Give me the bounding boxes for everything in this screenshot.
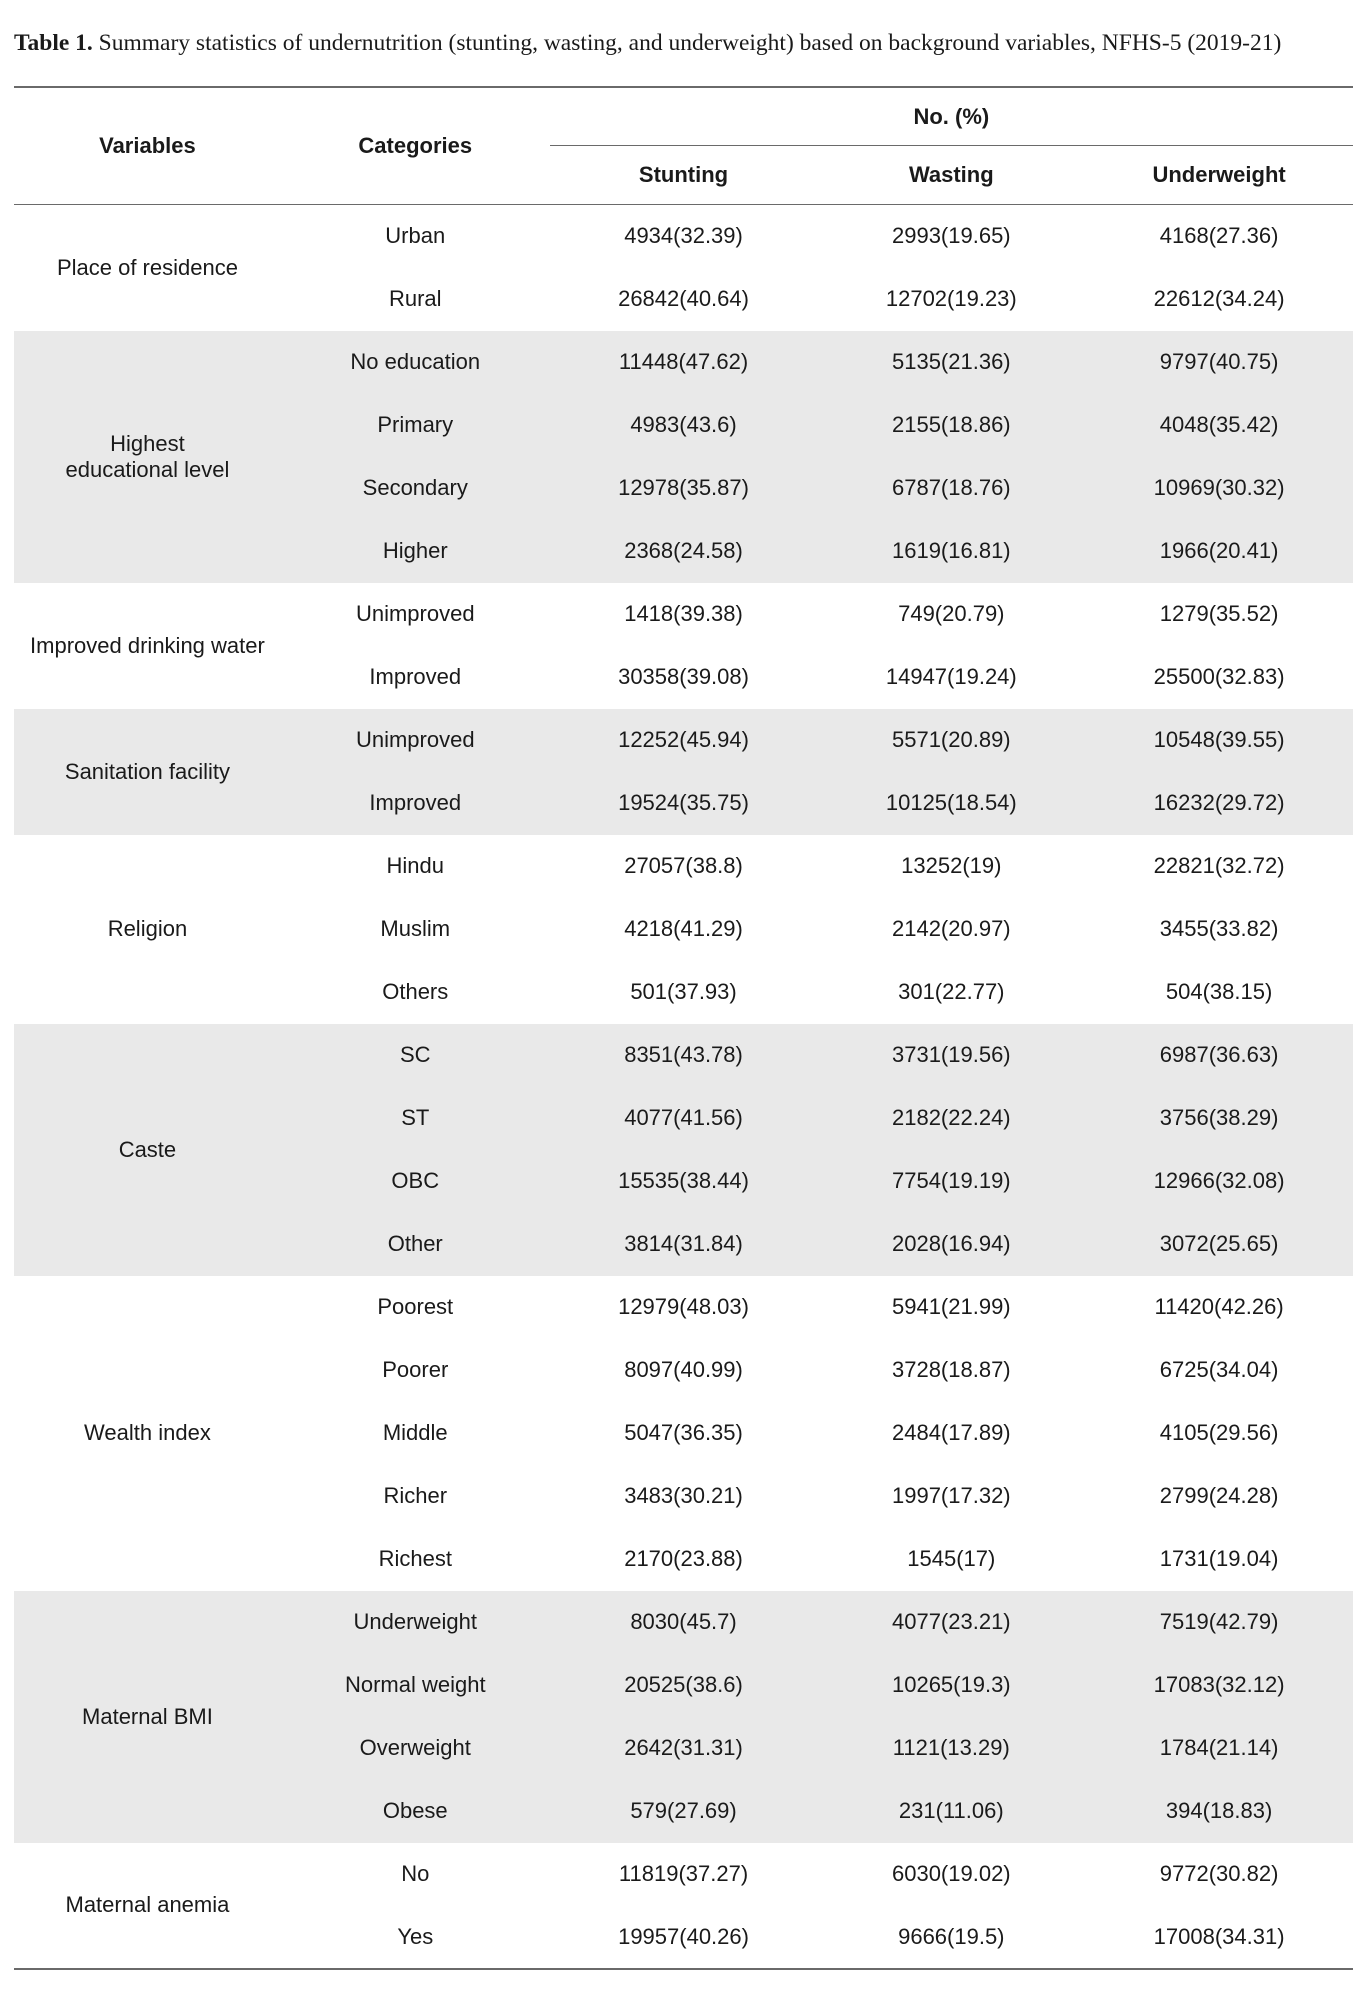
table-row: [14, 1591, 1353, 1654]
underweight-cell: 22612(34.24): [1153, 286, 1285, 311]
table-row: [14, 1843, 1353, 1906]
variable-cell: Highest educational level: [14, 331, 281, 583]
stunting-cell: 12978(35.87): [550, 457, 818, 520]
table-group: [14, 1591, 1353, 1843]
variable-cell: Maternal anemia: [65, 1892, 230, 1917]
table-row: [14, 709, 1353, 772]
wasting-cell: 6030(19.02): [891, 1861, 1011, 1886]
stunting-cell: 30358(39.08): [618, 664, 749, 689]
underweight-cell: 4168(27.36): [1159, 223, 1279, 249]
stunting-cell: 2170(23.88): [624, 1546, 743, 1571]
stunting-cell: 501(37.93): [630, 979, 737, 1004]
variable-cell: Maternal BMI: [14, 1591, 281, 1843]
category-cell: Urban: [385, 223, 446, 249]
underweight-cell: 9797(40.75): [1085, 331, 1353, 394]
wasting-cell: 6787(18.76): [817, 457, 1085, 520]
variable-cell: Caste: [14, 1024, 281, 1276]
wasting-cell: 10265(19.3): [817, 1654, 1085, 1717]
table-group: [14, 709, 1353, 835]
category-cell: Rural: [388, 286, 442, 311]
category-cell: Yes: [397, 1923, 434, 1949]
underweight-cell: 3455(33.82): [1159, 916, 1279, 941]
stunting-cell: 12252(45.94): [550, 709, 818, 772]
category-cell: Poorer: [382, 1357, 449, 1382]
category-cell: Underweight: [281, 1591, 550, 1654]
stunting-cell: 8097(40.99): [624, 1357, 743, 1382]
table-row: [14, 835, 1353, 898]
table-caption: [14, 30, 1359, 57]
wasting-cell: 12702(19.23): [885, 286, 1017, 311]
underweight-cell: 4048(35.42): [1085, 394, 1353, 457]
variable-cell: Place of residence: [56, 254, 238, 280]
header-wasting: Wasting: [817, 146, 1085, 205]
wasting-cell: 1545(17): [907, 1546, 996, 1571]
wasting-cell: 14947(19.24): [885, 664, 1017, 689]
variable-cell: Religion: [107, 916, 188, 941]
stunting-cell: 15535(38.44): [550, 1150, 818, 1213]
table-caption-text: Summary statistics of undernutrition (stunting, wasting, and underweight) based on background variables, NFHS-5 (2019-21): [98, 30, 1282, 56]
wasting-cell: 2142(20.97): [891, 916, 1011, 941]
wasting-cell: 2993(19.65): [891, 223, 1011, 249]
category-cell: Obese: [281, 1780, 550, 1843]
underweight-cell: 1784(21.14): [1085, 1717, 1353, 1780]
underweight-cell: 12966(32.08): [1085, 1150, 1353, 1213]
stunting-cell: 3483(30.21): [624, 1483, 743, 1508]
category-cell: No education: [281, 331, 550, 394]
underweight-cell: 3756(38.29): [1085, 1087, 1353, 1150]
category-cell: Primary: [281, 394, 550, 457]
table-header: [14, 87, 1353, 205]
category-cell: OBC: [281, 1150, 550, 1213]
variable-cell: Sanitation facility: [14, 709, 281, 835]
stunting-cell: 11819(37.27): [618, 1861, 749, 1886]
table-group: [14, 1843, 1353, 1969]
table-row: [14, 331, 1353, 394]
category-cell: Middle: [382, 1420, 448, 1445]
underweight-cell: 1279(35.52): [1159, 601, 1279, 626]
category-cell: Hindu: [386, 853, 444, 878]
table-row: [14, 1024, 1353, 1087]
stunting-cell: 26842(40.64): [618, 286, 749, 311]
category-cell: Overweight: [281, 1717, 550, 1780]
category-cell: Richer: [383, 1483, 448, 1508]
table-group: [14, 205, 1353, 331]
stunting-cell: 579(27.69): [550, 1780, 818, 1843]
category-cell: Poorest: [377, 1294, 454, 1319]
header-stunting: Stunting: [550, 146, 818, 205]
wasting-cell: 13252(19): [901, 853, 1002, 878]
category-cell: Others: [382, 979, 449, 1004]
underweight-cell: 7519(42.79): [1085, 1591, 1353, 1654]
table-group: [14, 1276, 1353, 1591]
table-row: [14, 1276, 1353, 1339]
stunting-cell: 4934(32.39): [624, 223, 743, 249]
summary-table: [14, 86, 1353, 1970]
wasting-cell: 5941(21.99): [891, 1294, 1011, 1319]
wasting-cell: 10125(18.54): [817, 772, 1085, 835]
wasting-cell: 7754(19.19): [817, 1150, 1085, 1213]
wasting-cell: 301(22.77): [898, 979, 1005, 1004]
underweight-cell: 3072(25.65): [1085, 1213, 1353, 1276]
table-group: [14, 835, 1353, 1024]
underweight-cell: 394(18.83): [1085, 1780, 1353, 1843]
category-cell: Unimproved: [355, 601, 475, 626]
wasting-cell: 3728(18.87): [891, 1357, 1011, 1382]
underweight-cell: 17083(32.12): [1085, 1654, 1353, 1717]
header-categories: Categories: [358, 133, 473, 158]
underweight-cell: 4105(29.56): [1159, 1420, 1279, 1445]
category-cell: No: [401, 1861, 430, 1886]
wasting-cell: 4077(23.21): [817, 1591, 1085, 1654]
underweight-cell: 11420(42.26): [1154, 1294, 1284, 1319]
header-underweight: Underweight: [1085, 146, 1353, 205]
table-caption-label: Table 1.: [14, 30, 93, 56]
stunting-cell: 8030(45.7): [550, 1591, 818, 1654]
underweight-cell: 25500(32.83): [1153, 664, 1285, 689]
category-cell: Muslim: [380, 916, 451, 941]
stunting-cell: 4983(43.6): [550, 394, 818, 457]
wasting-cell: 1121(13.29): [817, 1717, 1085, 1780]
table-group: [14, 331, 1353, 583]
wasting-cell: 749(20.79): [898, 601, 1005, 626]
underweight-cell: 6725(34.04): [1159, 1357, 1279, 1382]
underweight-cell: 6987(36.63): [1085, 1024, 1353, 1087]
stunting-cell: 8351(43.78): [550, 1024, 818, 1087]
stunting-cell: 4077(41.56): [550, 1087, 818, 1150]
wasting-cell: 5135(21.36): [817, 331, 1085, 394]
wasting-cell: 1997(17.32): [891, 1483, 1011, 1508]
stunting-cell: 5047(36.35): [624, 1420, 743, 1445]
underweight-cell: 1966(20.41): [1085, 520, 1353, 583]
variable-cell: Wealth index: [84, 1420, 211, 1445]
stunting-cell: 4218(41.29): [624, 916, 743, 941]
wasting-cell: 231(11.06): [817, 1780, 1085, 1843]
table-row: [14, 205, 1353, 268]
header-variables: Variables: [99, 133, 196, 158]
stunting-cell: 3814(31.84): [550, 1213, 818, 1276]
wasting-cell: 1619(16.81): [817, 520, 1085, 583]
stunting-cell: 27057(38.8): [624, 853, 743, 878]
category-cell: SC: [281, 1024, 550, 1087]
wasting-cell: 2484(17.89): [891, 1420, 1011, 1445]
stunting-cell: 19524(35.75): [550, 772, 818, 835]
underweight-cell: 17008(34.31): [1153, 1923, 1285, 1949]
category-cell: ST: [281, 1087, 550, 1150]
category-cell: Normal weight: [281, 1654, 550, 1717]
stunting-cell: 20525(38.6): [550, 1654, 818, 1717]
category-cell: Improved: [369, 664, 462, 689]
wasting-cell: 2182(22.24): [817, 1087, 1085, 1150]
category-cell: Improved: [281, 772, 550, 835]
table-row: [14, 583, 1353, 646]
wasting-cell: 2028(16.94): [817, 1213, 1085, 1276]
table-group: [14, 583, 1353, 709]
underweight-cell: 2799(24.28): [1159, 1483, 1279, 1508]
stunting-cell: 2642(31.31): [550, 1717, 818, 1780]
stunting-cell: 1418(39.38): [624, 601, 743, 626]
category-cell: Richest: [378, 1546, 452, 1571]
underweight-cell: 504(38.15): [1165, 979, 1273, 1004]
table-group: [14, 1024, 1353, 1276]
category-cell: Unimproved: [281, 709, 550, 772]
underweight-cell: 10548(39.55): [1085, 709, 1353, 772]
category-cell: Secondary: [281, 457, 550, 520]
stunting-cell: 11448(47.62): [550, 331, 818, 394]
category-cell: Other: [281, 1213, 550, 1276]
underweight-cell: 16232(29.72): [1085, 772, 1353, 835]
variable-cell: Improved drinking water: [30, 632, 265, 658]
underweight-cell: 22821(32.72): [1153, 853, 1285, 878]
wasting-cell: 2155(18.86): [817, 394, 1085, 457]
underweight-cell: 1731(19.04): [1159, 1546, 1279, 1571]
underweight-cell: 9772(30.82): [1159, 1861, 1279, 1886]
category-cell: Higher: [281, 520, 550, 583]
underweight-cell: 10969(30.32): [1085, 457, 1353, 520]
stunting-cell: 2368(24.58): [550, 520, 818, 583]
stunting-cell: 19957(40.26): [618, 1923, 749, 1949]
wasting-cell: 5571(20.89): [817, 709, 1085, 772]
wasting-cell: 3731(19.56): [817, 1024, 1085, 1087]
header-group: No. (%): [913, 103, 990, 129]
stunting-cell: 12979(48.03): [618, 1294, 749, 1319]
wasting-cell: 9666(19.5): [898, 1923, 1005, 1949]
